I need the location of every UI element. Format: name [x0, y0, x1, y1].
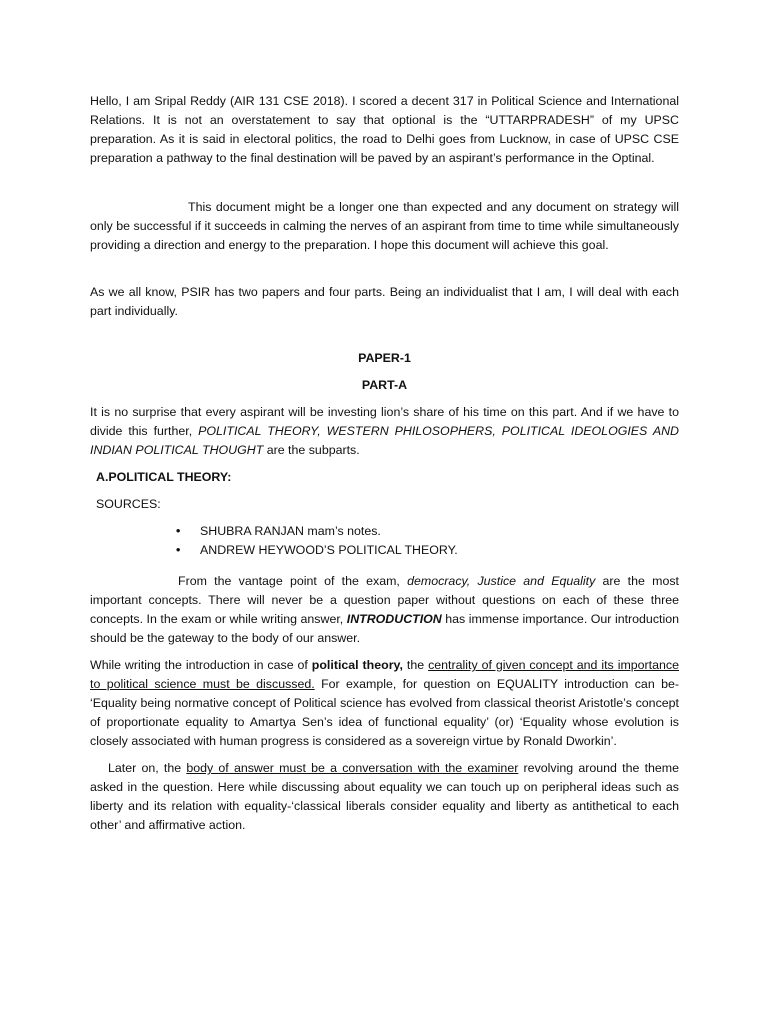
source-text: ANDREW HEYWOOD’S POLITICAL THEORY.	[200, 543, 458, 557]
bullet-icon: •	[176, 524, 181, 538]
body-text-2: revolving around the theme asked in the question. Here while discussing about equality we can touch up on peripheral ideas such as liberty and its relation with equality-‘classical liberals consider equality and liberty as antithetical to each other’ and affirmative action.	[90, 761, 680, 832]
document-purpose-paragraph: This document might be a longer one than expected and any document on strategy will only be successful if it succeeds in calming the nerves of an aspirant from time to time while simultaneously providing a direction and energy to the preparation. I hope this document will achieve this goal.	[90, 200, 679, 252]
introduction-paragraph	[90, 656, 679, 751]
document-page	[90, 92, 679, 835]
introduction-text-3: For example, for question on EQUALITY introduction can be- ‘Equality being normative concept of Political science has evolved from classical theorist Aristotle’s concept of proportionate equality to Amartya Sen’s idea of functional equality’ (or) ‘Equality whose evolution is closely associated with human progress is considered as a sovereign virtue by Ronald Dworkin’.	[90, 677, 679, 748]
concepts-text-1: From the vantage point of the exam,	[178, 574, 408, 588]
body-paragraph	[90, 759, 679, 835]
intro-paragraph: Hello, I am Sripal Reddy (AIR 131 CSE 2018). I scored a decent 317 in Political Science and International Relations. It is not an overstatement to say that optional is the “UTTARPRADESH” of my UPSC preparation. As it is said in electoral politics, the road to Delhi goes from Lucknow, in case of UPSC CSE preparation a pathway to the final destination will be paved by an aspirant’s performance in the Optinal.	[90, 94, 679, 165]
bullet-icon: •	[176, 543, 181, 557]
concepts-text-2: are the most important concepts. There will never be a question paper without questions on each of these three concepts. In the exam or while writing answer,	[90, 574, 679, 626]
part-a-paragraph	[90, 403, 679, 460]
introduction-emphasis: INTRODUCTION	[346, 612, 442, 626]
introduction-text-1: While writing the introduction in case of	[90, 658, 312, 672]
section-heading: A.POLITICAL THEORY:	[96, 470, 232, 484]
part-a-text-2: are the subparts.	[263, 443, 360, 457]
sources-list	[176, 522, 679, 560]
psir-overview-paragraph: As we all know, PSIR has two papers and four parts. Being an individualist that I am, I will deal with each part individually.	[90, 285, 679, 318]
list-item	[176, 522, 679, 541]
body-text-1: Later on, the	[108, 761, 187, 775]
subparts-text: POLITICAL THEORY, WESTERN PHILOSOPHERS, POLITICAL IDEOLOGIES AND INDIAN POLITICAL THOUGHT	[90, 424, 679, 457]
concepts-list-text: democracy, Justice and Equality	[407, 574, 596, 588]
part-heading: PART-A	[361, 378, 408, 392]
source-text: SHUBRA RANJAN mam’s notes.	[200, 524, 381, 538]
concepts-text-3: has immense importance. Our introduction should be the gateway to the body of our answer.	[90, 612, 679, 645]
part-a-text-1: It is no surprise that every aspirant will be investing lion’s share of his time on this part. And if we have to divide this further,	[90, 405, 679, 438]
introduction-text-2: the	[402, 658, 429, 672]
list-item	[176, 541, 679, 560]
political-theory-emphasis: political theory,	[311, 658, 403, 672]
concepts-paragraph	[90, 572, 679, 648]
sources-label: SOURCES:	[96, 497, 161, 511]
paper-heading: PAPER-1	[358, 351, 411, 365]
conversation-underlined-text: body of answer must be a conversation with the examiner	[186, 761, 519, 775]
centrality-underlined-text: centrality of given concept and its importance to political science must be discussed.	[90, 658, 679, 691]
